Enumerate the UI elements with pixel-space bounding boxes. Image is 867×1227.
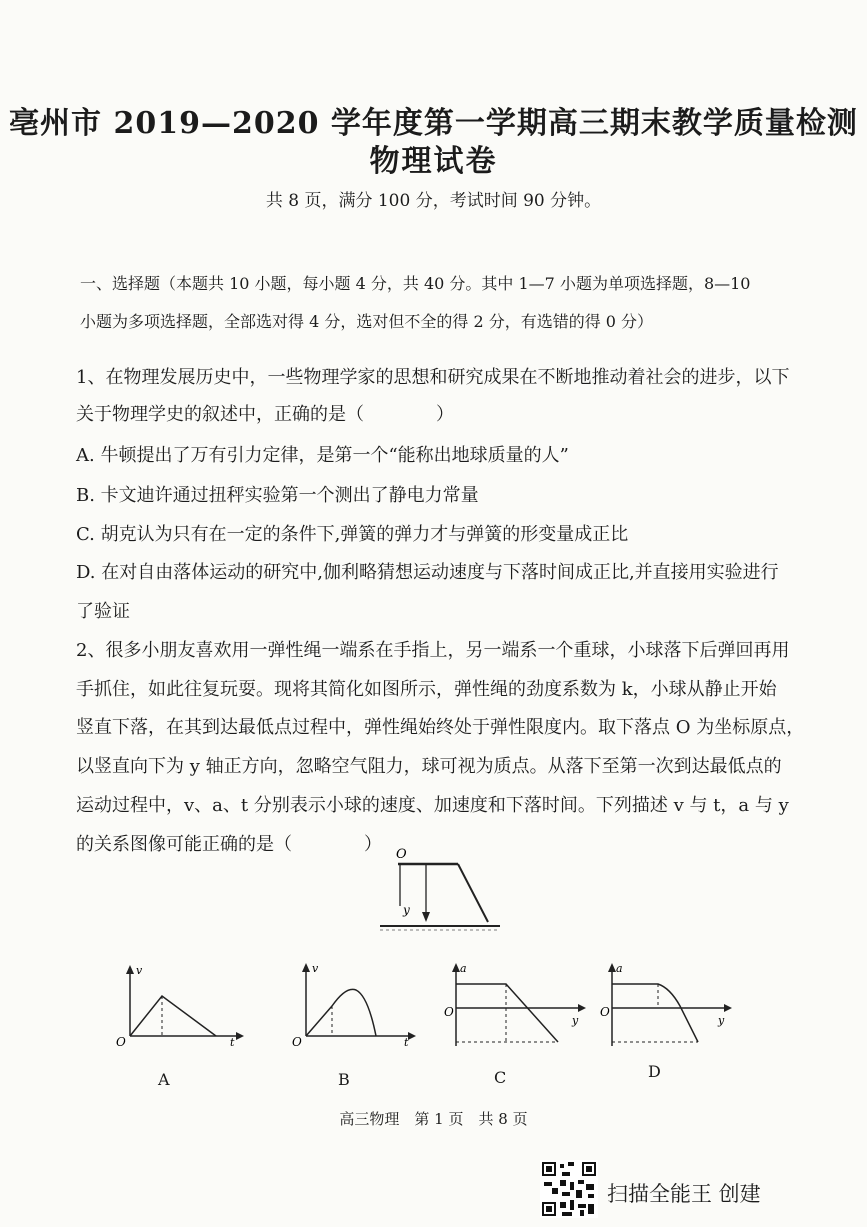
q1-option-d: D. 在对自由落体运动的研究中,伽利略猜想运动速度与下落时间成正比,并直接用实验进行: [76, 562, 779, 583]
q1-option-b: B. 卡文迪许通过扭秤实验第一个测出了静电力常量: [76, 485, 479, 506]
qr-code-icon: [540, 1160, 598, 1218]
graph-a-y-arrow: [126, 965, 134, 974]
graph-a-x-label: t: [230, 1036, 235, 1047]
graph-b-x-arrow: [408, 1032, 416, 1040]
graph-c-y-arrow: [452, 963, 460, 972]
graph-b-y-label: v: [312, 962, 319, 975]
q2-stem-1: 2、很多小朋友喜欢用一弹性绳一端系在手指上，另一端系一个重球，小球落下后弹回再用: [76, 640, 790, 661]
graph-a-x-arrow: [236, 1032, 244, 1040]
graph-d: [596, 960, 746, 1055]
q1-option-d-cont: 了验证: [76, 601, 130, 622]
graph-c-label: C: [494, 1068, 507, 1087]
graph-c-curve: [456, 984, 558, 1042]
graph-c-y-label: a: [460, 962, 467, 975]
q1-stem-cont: 关于物理学史的叙述中，正确的是（ ）: [76, 404, 454, 425]
setup-y-label: y: [403, 903, 410, 917]
graph-c: [440, 960, 590, 1055]
graph-a-origin: O: [116, 1035, 126, 1047]
graph-c-x-label: y: [572, 1014, 579, 1027]
ball-arrow: [422, 912, 430, 922]
graph-d-label: D: [648, 1062, 661, 1081]
q2-stem-3: 竖直下落，在其到达最低点过程中，弹性绳始终处于弹性限度内。取下落点 O 为坐标原点，: [76, 717, 805, 738]
graph-b-curve: [306, 989, 376, 1036]
graph-b-y-arrow: [302, 963, 310, 972]
section-heading: 一、选择题（本题共 10 小题，每小题 4 分，共 40 分。其中 1—7 小题为单项选择题，8—10: [80, 274, 751, 293]
q1-option-c: C. 胡克认为只有在一定的条件下,弹簧的弹力才与弹簧的形变量成正比: [76, 524, 629, 545]
graph-b: [284, 958, 424, 1048]
support-slope: [458, 864, 488, 922]
graph-b-label: B: [338, 1070, 350, 1089]
scanner-watermark: 扫描全能王 创建: [607, 1182, 761, 1206]
setup-figure: [370, 838, 510, 938]
graph-d-x-label: y: [718, 1014, 725, 1027]
graph-d-y-arrow: [608, 963, 616, 972]
q1-stem: 1、在物理发展历史中，一些物理学家的思想和研究成果在不断地推动着社会的进步，以下: [76, 367, 790, 388]
exam-info: 共 8 页，满分 100 分，考试时间 90 分钟。: [265, 191, 602, 211]
q2-stem-2: 手抓住，如此往复玩耍。现将其简化如图所示，弹性绳的劲度系数为 k，小球从静止开始: [76, 679, 777, 700]
q2-stem-4: 以竖直向下为 y 轴正方向，忽略空气阻力，球可视为质点。从落下至第一次到达最低点的: [76, 756, 782, 777]
graph-b-origin: O: [292, 1035, 302, 1048]
graph-c-origin: O: [444, 1005, 454, 1019]
q2-stem-6: 的关系图像可能正确的是（ ）: [76, 834, 382, 855]
page-footer: 高三物理 第 1 页 共 8 页: [339, 1110, 528, 1128]
q2-stem-5: 运动过程中，v、a、t 分别表示小球的速度、加速度和下落时间。下列描述 v 与 t，a 与 y: [76, 795, 789, 816]
graph-a-label: A: [158, 1070, 170, 1089]
graph-a-y-label: v: [136, 964, 143, 977]
section-heading-cont: 小题为多项选择题，全部选对得 4 分，选对但不全的得 2 分，有选错的得 0 分）: [80, 312, 654, 331]
graph-d-y-label: a: [616, 962, 623, 975]
graph-a-curve: [130, 996, 216, 1036]
graph-d-x-arrow: [724, 1004, 732, 1012]
setup-origin-label: O: [396, 847, 407, 862]
graph-c-x-arrow: [578, 1004, 586, 1012]
page-title: 亳州市 2019—2020 学年度第一学期高三期末教学质量检测: [9, 106, 858, 141]
page-subject: 物理试卷: [369, 144, 498, 179]
q1-option-a: A. 牛顿提出了万有引力定律，是第一个“能称出地球质量的人”: [76, 445, 569, 466]
graph-d-curve: [612, 984, 698, 1042]
graph-b-x-label: t: [404, 1036, 409, 1048]
graph-d-origin: O: [600, 1005, 610, 1019]
graph-a: [108, 962, 248, 1047]
